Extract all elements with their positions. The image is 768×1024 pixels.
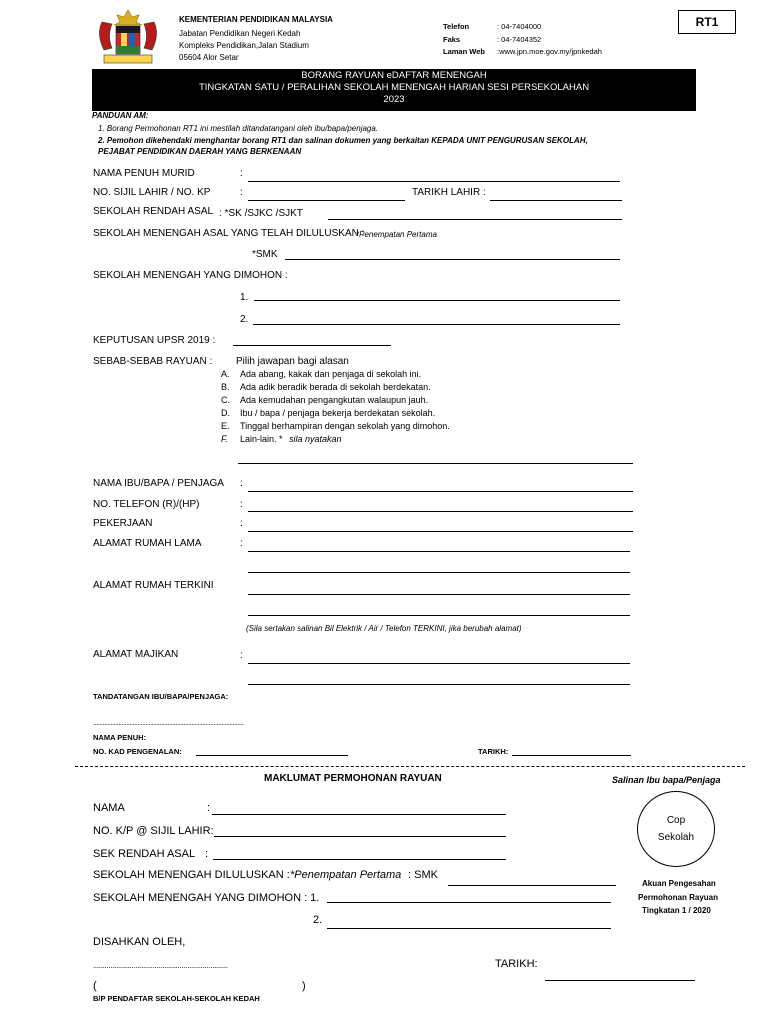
input-telefon[interactable]	[248, 511, 633, 512]
label-sek-menengah-asal: SEKOLAH MENENGAH ASAL YANG TELAH DILULUSKAN :	[93, 228, 365, 239]
colon: :	[240, 499, 243, 510]
input-alamat-majikan-1[interactable]	[248, 663, 630, 664]
slip-smk: : SMK	[408, 869, 438, 881]
reason-f-letter: F.	[221, 434, 228, 444]
slip-label-dimohon: SEKOLAH MENENGAH YANG DIMOHON : 1.	[93, 892, 320, 904]
slip-penempatan: *Penempatan Pertama	[290, 869, 402, 881]
colon: :	[240, 187, 243, 198]
input-alamat-lama-2[interactable]	[248, 572, 630, 573]
slip-input-choice-1[interactable]	[327, 902, 611, 903]
label-tarikh-lahir: TARIKH LAHIR :	[412, 187, 486, 198]
akuan-line2: Permohonan Rayuan	[638, 893, 719, 902]
slip-paren-close: )	[302, 980, 306, 992]
ministry-name: KEMENTERIAN PENDIDIKAN MALAYSIA	[179, 15, 333, 24]
reason-f-note: sila nyatakan	[289, 434, 342, 444]
slip-footer: B/P PENDAFTAR SEKOLAH-SEKOLAH KEDAH	[93, 994, 260, 1003]
input-sijil-lahir[interactable]	[248, 200, 405, 201]
label-tandatangan: TANDATANGAN IBU/BAPA/PENJAGA:	[93, 692, 229, 701]
label-sebab: SEBAB-SEBAB RAYUAN :	[93, 356, 213, 367]
slip-sign-dots[interactable]: ......................................................................	[93, 961, 228, 970]
slip-input-tarikh[interactable]	[545, 980, 695, 981]
cut-line	[75, 766, 745, 767]
web-label: Laman Web	[443, 47, 485, 56]
slip-choice-2-label: 2.	[313, 914, 323, 926]
colon: :	[240, 478, 243, 489]
label-nama-penuh-sign: NAMA PENUH:	[93, 733, 147, 742]
penempatan-note: *Penempatan Pertama	[356, 230, 437, 239]
tel-value: : 04-7404000	[497, 22, 542, 31]
input-alamat-lama-1[interactable]	[248, 551, 630, 552]
guide-item2a: 2. Pemohon dikehendaki menghantar borang RT1 dan salinan dokumen yang berkaitan KEPADA UNIT PENGURUSAN SEKOLAH,	[98, 136, 588, 145]
choice-1-label: 1.	[240, 292, 249, 303]
slip-colon: :	[205, 848, 209, 860]
slip-label-sek-rendah: SEK RENDAH ASAL	[93, 848, 196, 860]
cop-label: Cop	[666, 815, 686, 826]
input-sek-rendah[interactable]	[328, 219, 622, 220]
slip-copy-label: Salinan Ibu bapa/Penjaga	[612, 775, 721, 785]
complex-address: Kompleks Pendidikan,Jalan Stadium	[179, 41, 309, 50]
reason-b-text[interactable]: Ada adik beradik berada di sekolah berdekatan.	[240, 382, 431, 392]
fax-label: Faks	[443, 35, 461, 44]
label-kad-pengenalan: NO. KAD PENGENALAN:	[93, 747, 182, 756]
label-sek-rendah: SEKOLAH RENDAH ASAL	[93, 206, 214, 217]
reason-f-text[interactable]: Lain-lain. *	[240, 434, 283, 444]
dept-name: Jabatan Pendidikan Negeri Kedah	[179, 29, 301, 38]
banner-line3: 2023	[383, 94, 405, 105]
reason-e-letter: E.	[221, 421, 230, 431]
colon: :	[240, 168, 243, 179]
label-pekerjaan: PEKERJAAN	[93, 518, 153, 529]
slip-label-kp: NO. K/P @ SIJIL LAHIR:	[93, 825, 214, 837]
label-tarikh-sign: TARIKH:	[478, 747, 509, 756]
jata-crest-logo	[92, 8, 164, 66]
input-upsr[interactable]	[233, 345, 391, 346]
slip-label-nama: NAMA	[93, 802, 125, 814]
reason-d-letter: D.	[221, 408, 230, 418]
akuan-line3: Tingkatan 1 / 2020	[642, 906, 711, 915]
label-telefon: NO. TELEFON (R)/(HP)	[93, 499, 200, 510]
input-choice-2[interactable]	[253, 324, 620, 325]
reasons-intro: Pilih jawapan bagi alasan	[236, 356, 349, 367]
cop-sekolah-stamp	[637, 791, 715, 867]
reason-d-text[interactable]: Ibu / bapa / penjaga bekerja berdekatan sekolah.	[240, 408, 436, 418]
slip-input-kp[interactable]	[214, 836, 506, 837]
reason-c-letter: C.	[221, 395, 230, 405]
input-reason-other[interactable]	[238, 463, 633, 464]
reason-a-letter: A.	[221, 369, 230, 379]
sek-rendah-options: : *SK /SJKC /SJKT	[219, 208, 303, 219]
slip-input-smk[interactable]	[448, 885, 616, 886]
label-smk: *SMK	[252, 249, 278, 260]
postcode: 05604 Alor Setar	[179, 53, 239, 62]
input-pekerjaan[interactable]	[248, 531, 633, 532]
tel-label: Telefon	[443, 22, 470, 31]
colon: :	[240, 650, 243, 661]
reason-b-letter: B.	[221, 382, 230, 392]
input-smk[interactable]	[285, 259, 620, 260]
slip-title: MAKLUMAT PERMOHONAN RAYUAN	[264, 773, 442, 784]
guide-title: PANDUAN AM:	[92, 111, 149, 120]
slip-input-nama[interactable]	[212, 814, 506, 815]
label-nama-penuh: NAMA PENUH MURID	[93, 168, 195, 179]
input-kad-pengenalan[interactable]	[196, 755, 348, 756]
input-nama-penuh[interactable]	[248, 181, 620, 182]
choice-2-label: 2.	[240, 314, 249, 325]
sekolah-label: Sekolah	[657, 832, 695, 843]
slip-colon: :	[207, 802, 211, 814]
input-alamat-terkini-1[interactable]	[248, 594, 630, 595]
input-nama-ibubapa[interactable]	[248, 491, 633, 492]
slip-paren-open: (	[93, 980, 97, 992]
slip-label-disahkan: DISAHKAN OLEH,	[93, 936, 186, 948]
slip-input-sek-rendah[interactable]	[213, 859, 506, 860]
banner-line2: TINGKATAN SATU / PERALIHAN SEKOLAH MENENGAH HARIAN SESI PERSEKOLAHAN	[198, 82, 590, 93]
colon: :	[240, 538, 243, 549]
reason-a-text[interactable]: Ada abang, kakak dan penjaga di sekolah ini.	[240, 369, 422, 379]
slip-input-choice-2[interactable]	[327, 928, 611, 929]
signature-dots[interactable]: ...............................................................................................	[93, 718, 244, 727]
title-banner	[92, 69, 696, 111]
label-sijil-lahir: NO. SIJIL LAHIR / NO. KP	[93, 187, 211, 198]
guide-item2b: PEJABAT PENDIDIKAN DAERAH YANG BERKENAAN	[98, 147, 302, 156]
input-choice-1[interactable]	[254, 300, 620, 301]
label-nama-ibubapa: NAMA IBU/BAPA / PENJAGA	[93, 478, 224, 489]
label-alamat-majikan: ALAMAT MAJIKAN	[93, 649, 179, 660]
akuan-line1: Akuan Pengesahan	[642, 879, 716, 888]
fax-value: : 04-7404352	[497, 35, 542, 44]
input-alamat-terkini-2[interactable]	[248, 615, 630, 616]
reason-e-text[interactable]: Tinggal berhampiran dengan sekolah yang dimohon.	[240, 421, 450, 431]
form-code-box	[678, 10, 736, 34]
form-code: RT1	[695, 15, 719, 29]
web-value: :www.jpn.moe.gov.my/jpnkedah	[497, 47, 602, 56]
colon: :	[240, 518, 243, 529]
slip-label-tarikh: TARIKH:	[495, 958, 538, 970]
banner-line1: BORANG RAYUAN eDAFTAR MENENGAH	[301, 70, 487, 81]
alamat-note: (Sila sertakan salinan Bil Elektrik / Air / Telefon TERKINI, jika berubah alamat)	[246, 624, 522, 633]
guide-item1: 1. Borang Permohonan RT1 ini mestilah ditandatangani oleh ibu/bapa/penjaga.	[98, 124, 379, 133]
input-alamat-majikan-2[interactable]	[248, 684, 630, 685]
label-sek-dimohon: SEKOLAH MENENGAH YANG DIMOHON :	[93, 270, 288, 281]
label-alamat-lama: ALAMAT RUMAH LAMA	[93, 538, 202, 549]
label-alamat-terkini: ALAMAT RUMAH TERKINI	[93, 580, 214, 591]
input-tarikh-sign[interactable]	[512, 755, 631, 756]
slip-label-diluluskan: SEKOLAH MENENGAH DILULUSKAN :	[93, 869, 290, 881]
label-upsr: KEPUTUSAN UPSR 2019 :	[93, 335, 216, 346]
reason-c-text[interactable]: Ada kemudahan pengangkutan walaupun jauh.	[240, 395, 429, 405]
input-tarikh-lahir[interactable]	[490, 200, 622, 201]
